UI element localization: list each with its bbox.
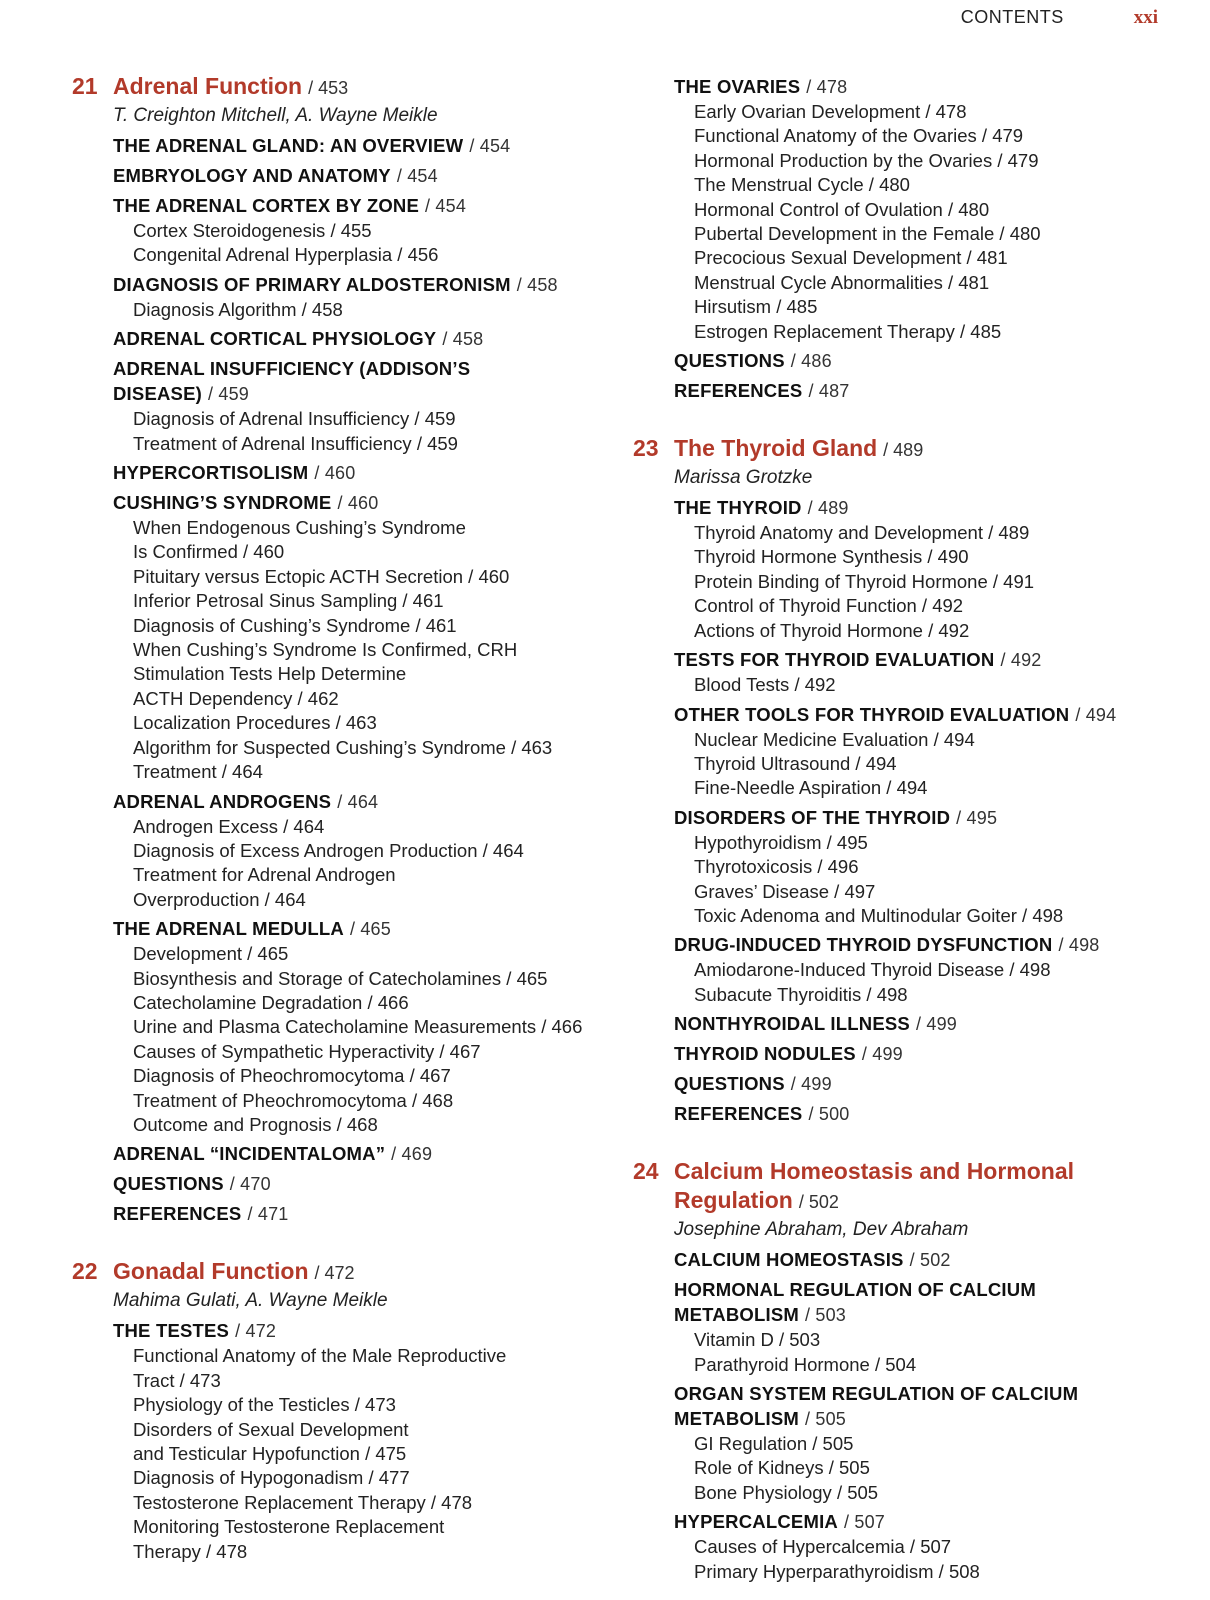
subsection-line: Tract / 473: [133, 1369, 221, 1391]
chapter-title-line: [72, 72, 632, 103]
subsection-line: Control of Thyroid Function / 492: [694, 595, 964, 617]
section-entry: [113, 1201, 632, 1227]
subsection-line: Congenital Adrenal Hyperplasia / 456: [133, 244, 439, 266]
subsection-entry: [133, 1466, 632, 1490]
left-column: [72, 72, 632, 1564]
section-title-line: NONTHYROIDAL ILLNESS / 499: [674, 1013, 957, 1035]
chapter-number: 24: [633, 1158, 659, 1185]
subsection-entry: [694, 728, 1193, 752]
subsection-line: Diagnosis of Hypogonadism / 477: [133, 1467, 410, 1489]
chapter-heading: [72, 1257, 632, 1288]
section-page: / 471: [247, 1204, 289, 1225]
subsection-entry: [694, 295, 1193, 319]
subsection-line: Hormonal Control of Ovulation / 480: [694, 198, 990, 220]
subsection-line: Protein Binding of Thyroid Hormone / 491: [694, 570, 1035, 592]
subsection-line: Bone Physiology / 505: [694, 1481, 879, 1503]
section-title-line: ADRENAL “INCIDENTALOMA” / 469: [113, 1143, 433, 1165]
subsection-entry: [133, 638, 632, 711]
section-entry: [674, 1277, 1193, 1328]
section-entry: [674, 1011, 1193, 1037]
section-title-line: THE OVARIES / 478: [674, 76, 848, 97]
subsection-entry: [694, 246, 1193, 270]
subsection-line: Urine and Plasma Catecholamine Measurements / 466: [133, 1016, 583, 1038]
section-title-line: ADRENAL ANDROGENS / 464: [113, 790, 379, 812]
chapter-title: Regulation: [674, 1187, 793, 1214]
subsection-line: Thyrotoxicosis / 496: [694, 856, 859, 878]
subsection-entry: [694, 570, 1193, 594]
subsection-entry: [133, 298, 632, 322]
section-title-line: METABOLISM / 503: [674, 1304, 847, 1326]
subsection-entry: [133, 991, 632, 1015]
subsection-line: Precocious Sexual Development / 481: [694, 247, 1008, 269]
subsection-entry: [694, 904, 1193, 928]
subsection-line: Thyroid Hormone Synthesis / 490: [694, 546, 969, 568]
section-title-line: DRUG-INDUCED THYROID DYSFUNCTION / 498: [674, 934, 1100, 956]
chapter-page: / 502: [798, 1192, 839, 1213]
subsection-line: Vitamin D / 503: [694, 1329, 821, 1351]
section-page: / 489: [807, 498, 849, 519]
section-title-line: HYPERCALCEMIA / 507: [674, 1511, 886, 1533]
subsection-entry: [133, 1113, 632, 1137]
section-title-line: QUESTIONS / 499: [674, 1073, 832, 1095]
section-page: / 454: [425, 196, 467, 216]
section-entry: [674, 348, 1193, 374]
subsection-line: Catecholamine Degradation / 466: [133, 991, 409, 1013]
chapter-page: / 472: [314, 1263, 355, 1284]
subsection-line: and Testicular Hypofunction / 475: [133, 1443, 407, 1464]
section-title-line: ADRENAL CORTICAL PHYSIOLOGY / 458: [113, 328, 484, 350]
subsection-line: Causes of Hypercalcemia / 507: [694, 1536, 952, 1558]
section-page: / 505: [804, 1408, 847, 1429]
subsection-line: GI Regulation / 505: [694, 1432, 854, 1454]
section-title-line: THE THYROID / 489: [674, 497, 849, 519]
section-title-line: ORGAN SYSTEM REGULATION OF CALCIUM: [674, 1382, 1079, 1404]
subsection-line: The Menstrual Cycle / 480: [694, 174, 910, 196]
subsection-entry: [694, 1481, 1193, 1505]
subsection-line: Diagnosis of Pheochromocytoma / 467: [133, 1065, 451, 1087]
section-entry: [113, 193, 632, 219]
section-title-line: DISORDERS OF THE THYROID / 495: [674, 806, 998, 828]
subsection-line: Fine-Needle Aspiration / 494: [694, 777, 928, 799]
section-entry: [674, 932, 1193, 958]
subsection-entry: [694, 222, 1193, 246]
subsection-line: Parathyroid Hormone / 504: [694, 1353, 917, 1375]
subsection-entry: [694, 880, 1193, 904]
subsection-line: Treatment for Adrenal Androgen: [133, 864, 396, 886]
subsection-line: Pubertal Development in the Female / 480: [694, 223, 1041, 245]
subsection-entry: [694, 124, 1193, 148]
section-page: / 454: [469, 136, 511, 156]
subsection-line: Blood Tests / 492: [694, 674, 836, 696]
section-entry: [674, 647, 1193, 673]
subsection-line: Thyroid Ultrasound / 494: [694, 752, 897, 774]
subsection-entry: [133, 432, 632, 456]
section-page: / 460: [337, 493, 379, 514]
section-entry: [674, 805, 1193, 831]
section-page: / 502: [909, 1250, 951, 1271]
subsection-line: Treatment / 464: [133, 761, 263, 783]
subsection-line: Is Confirmed / 460: [133, 541, 285, 563]
section-entry: [674, 1509, 1193, 1535]
chapter-number: 23: [633, 435, 659, 462]
subsection-line: Hypothyroidism / 495: [694, 831, 868, 853]
subsection-line: Toxic Adenoma and Multinodular Goiter / 498: [694, 904, 1064, 926]
subsection-line: Subacute Thyroiditis / 498: [694, 983, 908, 1005]
subsection-entry: [694, 855, 1193, 879]
chapter-title: The Thyroid Gland: [674, 435, 878, 462]
section-page: / 469: [391, 1144, 433, 1165]
subsection-line: Treatment of Adrenal Insufficiency / 459: [133, 432, 458, 454]
section-entry: [674, 702, 1193, 728]
header-page-number: xxi: [1133, 7, 1158, 28]
section-page: / 464: [337, 791, 379, 812]
header-label: CONTENTS: [960, 7, 1064, 27]
section-entry: [674, 74, 1193, 100]
chapter-title-line: [633, 1186, 1193, 1217]
section-page: / 465: [349, 919, 391, 940]
subsection-line: Cortex Steroidogenesis / 455: [133, 220, 372, 241]
subsection-line: Functional Anatomy of the Male Reproductive: [133, 1345, 507, 1367]
section-title-line: CUSHING’S SYNDROME / 460: [113, 492, 379, 514]
chapter-heading: [633, 434, 1193, 465]
subsection-line: Monitoring Testosterone Replacement: [133, 1516, 445, 1538]
subsection-line: Diagnosis of Adrenal Insufficiency / 459: [133, 408, 456, 430]
section-page: / 498: [1058, 935, 1100, 956]
section-title-line: DIAGNOSIS OF PRIMARY ALDOSTERONISM / 458: [113, 273, 558, 295]
subsection-line: Algorithm for Suspected Cushing’s Syndrome / 463: [133, 736, 553, 758]
subsection-entry: [133, 1515, 632, 1564]
subsection-line: Physiology of the Testicles / 473: [133, 1394, 396, 1416]
subsection-line: Androgen Excess / 464: [133, 815, 325, 837]
subsection-entry: [133, 219, 632, 243]
subsection-entry: [133, 1344, 632, 1393]
section-page: / 499: [915, 1014, 957, 1035]
section-page: / 478: [806, 77, 848, 97]
section-entry: [113, 916, 632, 942]
section-page: / 458: [516, 274, 558, 295]
subsection-line: Pituitary versus Ectopic ACTH Secretion / 460: [133, 565, 510, 587]
subsection-entry: [694, 271, 1193, 295]
subsection-line: Primary Hyperparathyroidism / 508: [694, 1560, 980, 1582]
subsection-entry: [694, 619, 1193, 643]
section-title-line: QUESTIONS / 470: [113, 1173, 271, 1195]
subsection-entry: [694, 545, 1193, 569]
section-page: / 460: [314, 463, 356, 484]
chapter-title-line: [633, 1157, 1193, 1186]
subsection-line: When Endogenous Cushing’s Syndrome: [133, 517, 466, 539]
subsection-entry: [133, 243, 632, 267]
section-page: / 503: [804, 1305, 847, 1326]
subsection-entry: [694, 776, 1193, 800]
subsection-line: Stimulation Tests Help Determine: [133, 663, 407, 685]
section-title-line: CALCIUM HOMEOSTASIS / 502: [674, 1249, 951, 1271]
section-page: / 495: [956, 807, 998, 828]
subsection-line: Testosterone Replacement Therapy / 478: [133, 1491, 473, 1513]
subsection-line: Therapy / 478: [133, 1540, 248, 1562]
subsection-line: ACTH Dependency / 462: [133, 687, 339, 709]
section-title-line: OTHER TOOLS FOR THYROID EVALUATION / 494: [674, 703, 1117, 725]
section-page: / 459: [207, 384, 250, 405]
chapter-title: Adrenal Function: [113, 73, 303, 99]
subsection-line: Functional Anatomy of the Ovaries / 479: [694, 125, 1024, 147]
right-column: [633, 70, 1193, 1584]
running-header: [961, 7, 1158, 31]
section-entry: [674, 378, 1193, 404]
subsection-entry: [694, 1560, 1193, 1584]
subsection-entry: [133, 1491, 632, 1515]
section-entry: [113, 1318, 632, 1344]
chapter-title: Calcium Homeostasis and Hormonal: [674, 1158, 1075, 1185]
subsection-entry: [133, 1089, 632, 1113]
subsection-entry: [694, 958, 1193, 982]
subsection-entry: [694, 1353, 1193, 1377]
section-title-line: THE ADRENAL MEDULLA / 465: [113, 918, 391, 940]
subsection-entry: [694, 320, 1193, 344]
subsection-entry: [694, 198, 1193, 222]
subsection-entry: [133, 565, 632, 589]
chapter-authors: Mahima Gulati, A. Wayne Meikle: [113, 1290, 388, 1312]
subsection-entry: [133, 1040, 632, 1064]
section-entry: [674, 1247, 1193, 1273]
section-page: / 486: [790, 351, 832, 372]
subsection-entry: [133, 614, 632, 638]
subsection-line: Biosynthesis and Storage of Catecholamines / 465: [133, 967, 548, 989]
section-entry: [113, 133, 632, 159]
subsection-line: Disorders of Sexual Development: [133, 1418, 409, 1440]
subsection-line: Hormonal Production by the Ovaries / 479: [694, 149, 1039, 171]
section-title-line: METABOLISM / 505: [674, 1407, 847, 1429]
section-entry: [674, 1071, 1193, 1097]
subsection-line: Graves’ Disease / 497: [694, 880, 876, 902]
subsection-line: Development / 465: [133, 943, 289, 965]
subsection-line: Diagnosis of Excess Androgen Production / 464: [133, 839, 524, 861]
subsection-line: Diagnosis Algorithm / 458: [133, 298, 343, 320]
subsection-entry: [694, 673, 1193, 697]
subsection-entry: [133, 1418, 632, 1467]
section-entry: [113, 326, 632, 352]
chapter-page: / 489: [883, 440, 924, 461]
subsection-entry: [133, 942, 632, 966]
chapter-heading: [633, 1157, 1193, 1217]
section-entry: [674, 1101, 1193, 1127]
subsection-entry: [694, 521, 1193, 545]
subsection-entry: [133, 736, 632, 760]
section-title-line: THE ADRENAL GLAND: AN OVERVIEW / 454: [113, 135, 511, 156]
section-title-line: THYROID NODULES / 499: [674, 1043, 903, 1065]
section-entry: [113, 272, 632, 298]
section-title-line: EMBRYOLOGY AND ANATOMY / 454: [113, 165, 438, 186]
section-page: / 507: [843, 1512, 886, 1533]
subsection-entry: [133, 1064, 632, 1088]
subsection-entry: [133, 589, 632, 613]
section-entry: [674, 1381, 1193, 1432]
section-title-line: HYPERCORTISOLISM / 460: [113, 462, 356, 484]
section-title-line: THE ADRENAL CORTEX BY ZONE / 454: [113, 195, 467, 216]
section-page: / 454: [396, 166, 438, 186]
subsection-entry: [694, 983, 1193, 1007]
subsection-line: Amiodarone-Induced Thyroid Disease / 498: [694, 959, 1051, 981]
section-title-line: QUESTIONS / 486: [674, 350, 832, 372]
section-title-line: TESTS FOR THYROID EVALUATION / 492: [674, 649, 1042, 671]
subsection-line: Causes of Sympathetic Hyperactivity / 467: [133, 1040, 481, 1062]
section-page: / 500: [808, 1104, 850, 1125]
subsection-entry: [133, 863, 632, 912]
subsection-entry: [694, 831, 1193, 855]
section-title-line: REFERENCES / 471: [113, 1203, 289, 1225]
chapter-page: / 453: [308, 78, 349, 98]
subsection-entry: [694, 1535, 1193, 1559]
section-entry: [674, 1041, 1193, 1067]
chapter-authors: Marissa Grotzke: [674, 467, 813, 489]
subsection-entry: [694, 752, 1193, 776]
section-entry: [113, 460, 632, 486]
subsection-entry: [694, 1432, 1193, 1456]
subsection-entry: [694, 1328, 1193, 1352]
section-entry: [113, 1171, 632, 1197]
chapter-authors: Josephine Abraham, Dev Abraham: [674, 1219, 969, 1241]
section-title-line: ADRENAL INSUFFICIENCY (ADDISON’S: [113, 358, 471, 380]
subsection-line: Hirsutism / 485: [694, 296, 818, 318]
section-page: / 492: [1000, 650, 1042, 671]
subsection-entry: [133, 815, 632, 839]
section-page: / 499: [790, 1074, 832, 1095]
subsection-line: When Cushing’s Syndrome Is Confirmed, CRH: [133, 639, 518, 661]
section-entry: [113, 356, 632, 407]
chapter-authors: T. Creighton Mitchell, A. Wayne Meikle: [113, 105, 438, 126]
chapter-title: Gonadal Function: [113, 1258, 309, 1285]
subsection-entry: [694, 594, 1193, 618]
subsection-line: Localization Procedures / 463: [133, 712, 377, 734]
section-page: / 494: [1075, 704, 1117, 725]
subsection-entry: [133, 839, 632, 863]
subsection-line: Outcome and Prognosis / 468: [133, 1113, 378, 1135]
subsection-line: Thyroid Anatomy and Development / 489: [694, 522, 1030, 544]
subsection-line: Estrogen Replacement Therapy / 485: [694, 320, 1002, 342]
section-page: / 458: [442, 329, 484, 350]
section-title-line: THE TESTES / 472: [113, 1320, 277, 1342]
chapter-title-line: [633, 434, 1193, 465]
subsection-entry: [133, 1393, 632, 1417]
section-title-line: DISEASE) / 459: [113, 383, 250, 405]
subsection-line: Nuclear Medicine Evaluation / 494: [694, 728, 975, 750]
chapter-number: 21: [72, 73, 98, 99]
section-entry: [674, 495, 1193, 521]
subsection-line: Menstrual Cycle Abnormalities / 481: [694, 271, 990, 293]
subsection-entry: [694, 173, 1193, 197]
subsection-line: Role of Kidneys / 505: [694, 1457, 870, 1479]
subsection-line: Diagnosis of Cushing’s Syndrome / 461: [133, 614, 457, 636]
subsection-entry: [133, 760, 632, 784]
section-entry: [113, 789, 632, 815]
section-title-line: REFERENCES / 500: [674, 1103, 850, 1125]
subsection-entry: [133, 967, 632, 991]
section-entry: [113, 163, 632, 189]
subsection-line: Actions of Thyroid Hormone / 492: [694, 619, 970, 641]
subsection-line: Inferior Petrosal Sinus Sampling / 461: [133, 590, 444, 612]
section-title-line: REFERENCES / 487: [674, 380, 850, 402]
section-entry: [113, 1141, 632, 1167]
subsection-line: Overproduction / 464: [133, 888, 306, 910]
subsection-line: Treatment of Pheochromocytoma / 468: [133, 1089, 454, 1111]
subsection-entry: [694, 100, 1193, 124]
section-page: / 470: [229, 1174, 271, 1195]
subsection-entry: [133, 407, 632, 431]
subsection-entry: [133, 516, 632, 565]
section-page: / 472: [235, 1321, 277, 1342]
chapter-number: 22: [72, 1258, 98, 1285]
subsection-entry: [694, 1456, 1193, 1480]
section-entry: [113, 490, 632, 516]
subsection-line: Early Ovarian Development / 478: [694, 101, 967, 122]
chapter-heading: [72, 72, 632, 103]
subsection-entry: [133, 1015, 632, 1039]
section-page: / 487: [808, 381, 850, 402]
section-page: / 499: [861, 1044, 903, 1065]
subsection-entry: [694, 149, 1193, 173]
chapter-title-line: [72, 1257, 632, 1288]
subsection-entry: [133, 711, 632, 735]
section-title-line: HORMONAL REGULATION OF CALCIUM: [674, 1279, 1036, 1301]
